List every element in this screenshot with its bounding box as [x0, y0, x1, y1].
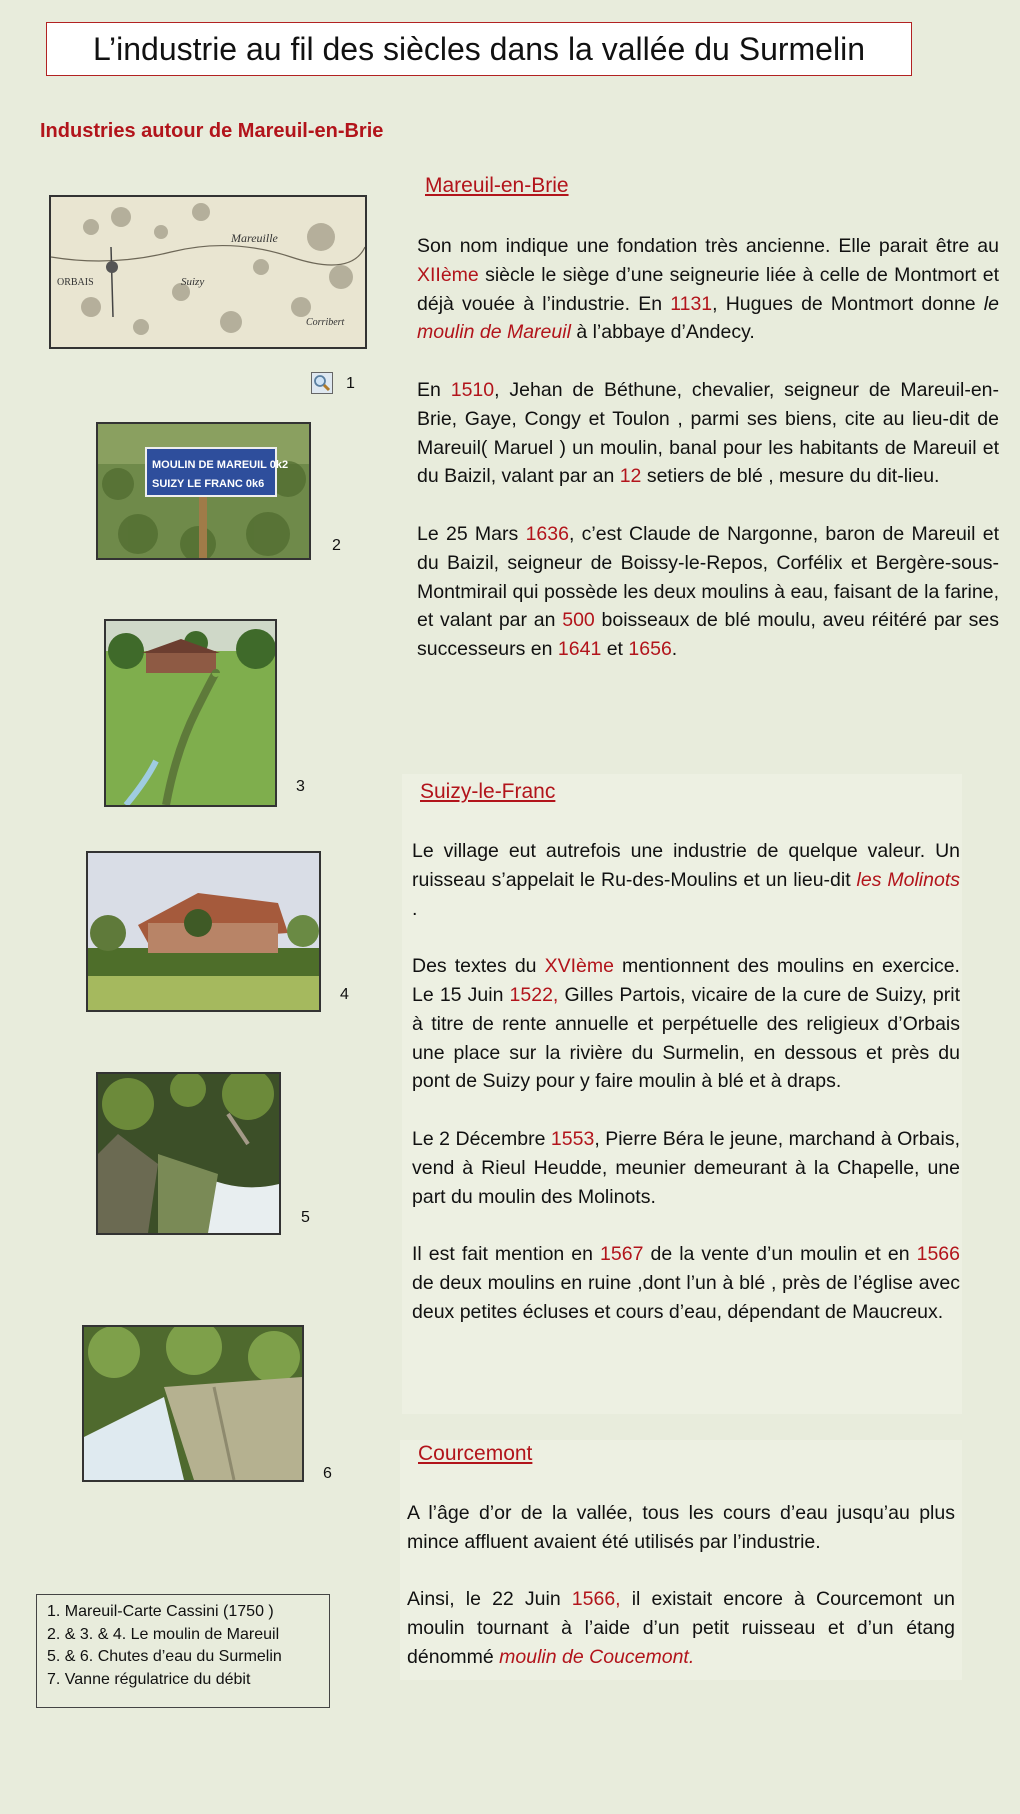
heading-mareuil: Mareuil-en-Brie — [425, 174, 569, 197]
figure-4-number: 4 — [340, 986, 349, 1003]
waterfall-photo — [98, 1074, 279, 1233]
text-run: à l’abbaye d’Andecy. — [570, 321, 755, 344]
figure-5-waterfall[interactable] — [96, 1072, 281, 1235]
suizy-text — [412, 837, 960, 1355]
text-run: setiers de blé , mesure du dit-lieu. — [641, 465, 940, 488]
text-run: 1566, — [571, 1588, 621, 1611]
mareuil-paragraph-1 — [417, 232, 999, 347]
text-run: de deux moulins en ruine ,dont l’un à blé , près de l’église avec deux petites écluses et cours d’eau, dépendant de Maucreux. — [412, 1271, 960, 1323]
text-run: , c’est Claude de Nargonne, baron de Mareuil et du Baizil, seigneur de Boissy-le-Repos, Corfélix et Bergère-sous-Montmirail qui possède les deux moulins à eau, faisant de la farine, et valant par an — [417, 522, 1000, 632]
text-run: 12 — [619, 465, 642, 488]
text-run: Ainsi, le 22 Juin — [407, 1588, 572, 1611]
suizy-paragraph-4 — [412, 1240, 960, 1326]
text-run: En — [417, 378, 451, 401]
mareuil-text — [417, 232, 999, 693]
text-run: de la vente d’un moulin et en — [643, 1243, 917, 1266]
legend-item: 2. & 3. & 4. Le moulin de Mareuil — [47, 1625, 280, 1643]
suizy-paragraph-3 — [412, 1125, 960, 1211]
figure-4-mill-house[interactable] — [86, 851, 321, 1012]
map-label-suizy: Suizy — [181, 276, 205, 288]
text-run: il existait encore à Courcemont un moulin tournant à l’aide d’un petit ruisseau et d’un étang dénommé — [407, 1588, 955, 1668]
map-label-corribert: Corribert — [306, 317, 345, 328]
text-run: 1522, — [509, 983, 559, 1006]
sign-photo — [98, 424, 309, 558]
text-run: 1131 — [670, 292, 713, 315]
text-run: mentionnent des moulins en exercice. Le 15 Juin — [412, 955, 960, 1006]
courcemont-paragraph-1 — [407, 1499, 955, 1557]
text-run: 1656 — [628, 638, 672, 661]
legend-item: 1. Mareuil-Carte Cassini (1750 ) — [47, 1603, 274, 1620]
text-run: Des textes du — [412, 955, 545, 978]
courcemont-text — [407, 1499, 955, 1701]
text-run: 1567 — [600, 1243, 644, 1266]
text-run: 1636 — [525, 522, 569, 545]
text-run: , Hugues de Montmort donne — [712, 292, 984, 315]
text-run: Le 2 Décembre — [412, 1127, 551, 1150]
text-run: . — [671, 638, 678, 661]
sign-line-1: MOULIN DE MAREUIL 0k2 — [152, 459, 289, 471]
heading-courcemont: Courcemont — [418, 1442, 533, 1465]
text-run: 1553 — [550, 1127, 595, 1150]
figure-6-number: 6 — [323, 1465, 332, 1482]
figure-1-number: 1 — [346, 375, 355, 392]
page-title: L’industrie au fil des siècles dans la vallée du Surmelin — [46, 22, 912, 76]
text-run: XVIème — [544, 955, 614, 978]
figure-2-sign[interactable] — [96, 422, 311, 560]
text-run: moulin de Coucemont. — [499, 1645, 695, 1668]
magnifier-icon[interactable] — [311, 372, 333, 394]
stream-photo — [106, 621, 275, 805]
text-run: Il est fait mention en — [412, 1243, 601, 1266]
figure-6-weir[interactable] — [82, 1325, 304, 1482]
map-image — [51, 197, 365, 347]
text-run: . — [412, 897, 418, 920]
text-run: 1510 — [450, 378, 495, 401]
figure-3-number: 3 — [296, 778, 305, 795]
suizy-paragraph-1 — [412, 837, 960, 923]
text-run: et — [601, 638, 629, 661]
figure-1-map[interactable] — [49, 195, 367, 349]
figure-3-stream[interactable] — [104, 619, 277, 807]
mill-house-photo — [88, 853, 319, 1010]
figure-legend — [36, 1594, 330, 1708]
text-run: Le village eut autrefois une industrie de quelque valeur. Un ruisseau s’appelait le Ru-des-Moulins et un lieu-dit — [412, 840, 960, 891]
text-run: Gilles Partois, vicaire de la cure de Suizy, prit à titre de rente annuelle et perpétuelle des religieux d’Orbais une place sur la rivière du Surmelin, en dessous et près du pont de Suizy pour y faire moulin à blé et à draps. — [412, 983, 960, 1093]
text-run: les Molinots — [856, 868, 960, 891]
section-heading: Industries autour de Mareuil-en-Brie — [40, 120, 384, 142]
text-run: XIIème — [417, 263, 479, 286]
text-run: , Pierre Béra le jeune, marchand à Orbais, vend à Rieul Heudde, meunier demeurant à la Chapelle, une part du moulin des Molinots. — [412, 1127, 960, 1208]
mareuil-paragraph-3 — [417, 520, 999, 664]
legend-item: 5. & 6. Chutes d’eau du Surmelin — [47, 1648, 282, 1665]
text-run: siècle le siège d’une seigneurie liée à celle de Montmort et déjà vouée à l’industrie. En — [417, 263, 999, 315]
text-run: Le 25 Mars — [417, 522, 526, 545]
text-run: Son nom indique une fondation très ancienne. Elle parait être au — [417, 235, 999, 257]
heading-suizy: Suizy-le-Franc — [420, 780, 556, 803]
text-run: moulin de Mareuil — [417, 321, 571, 344]
text-run: 1566 — [916, 1243, 960, 1266]
sign-line-2: SUIZY LE FRANC 0k6 — [152, 478, 265, 490]
text-run: 500 — [562, 609, 595, 632]
suizy-paragraph-2 — [412, 952, 960, 1096]
text-run: , Jehan de Béthune, chevalier, seigneur de Mareuil-en-Brie, Gaye, Congy et Toulon , parmi ses biens, cite au lieu-dit de Mareuil( Maruel ) un moulin, banal pour les habitants de Mareuil et du Baizil, valant par an — [417, 378, 999, 488]
map-label-mareuille: Mareuille — [231, 231, 278, 245]
figure-5-number: 5 — [301, 1209, 310, 1226]
map-label-orbais: ORBAIS — [57, 277, 94, 288]
weir-photo — [84, 1327, 302, 1480]
text-run: boisseaux de blé moulu, aveu réitéré par ses successeurs en — [417, 609, 999, 661]
legend-item: 7. Vanne régulatrice du débit — [47, 1670, 251, 1688]
text-run: le — [983, 292, 999, 315]
mareuil-paragraph-2 — [417, 376, 999, 491]
figure-2-number: 2 — [332, 537, 341, 554]
text-run: 1641 — [557, 638, 602, 661]
courcemont-paragraph-2 — [407, 1585, 955, 1671]
text-run: A l’âge d’or de la vallée, tous les cours d’eau jusqu’au plus mince affluent avaient été utilisés par l’industrie. — [407, 1502, 955, 1553]
